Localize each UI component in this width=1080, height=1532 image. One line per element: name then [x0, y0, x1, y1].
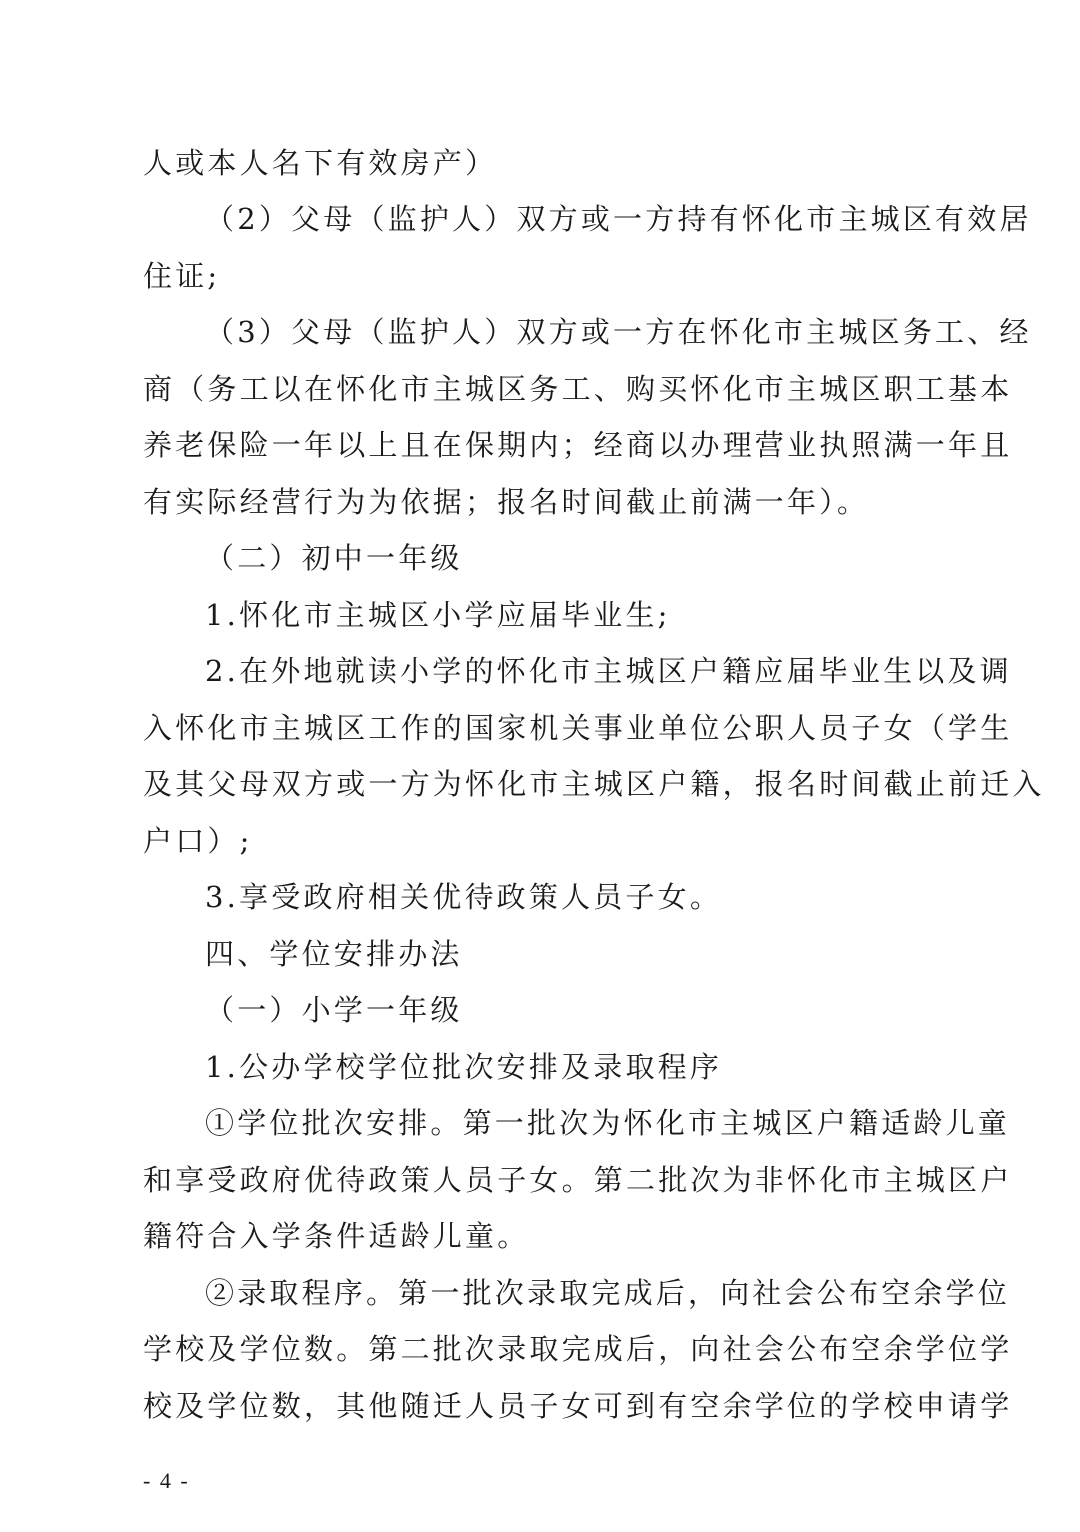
text-line-6: 养老保险一年以上且在保期内；经商以办理营业执照满一年且 [143, 428, 1013, 462]
text-line-1: 人或本人名下有效房产） [143, 146, 498, 180]
section-heading-4: 四、学位安排办法 [205, 937, 463, 971]
text-line-17: 1.公办学校学位批次安排及录取程序 [205, 1050, 723, 1084]
text-line-18: ①学位批次安排。第一批次为怀化市主城区户籍适龄儿童 [205, 1106, 1011, 1140]
text-line-9: 1.怀化市主城区小学应届毕业生; [205, 598, 671, 632]
section-heading-primary: （一）小学一年级 [205, 993, 463, 1027]
text-line-21: ②录取程序。第一批次录取完成后，向社会公布空余学位 [205, 1276, 1011, 1310]
section-heading-junior: （二）初中一年级 [205, 541, 463, 575]
text-line-2: （2）父母（监护人）双方或一方持有怀化市主城区有效居 [205, 202, 1032, 236]
text-line-4: （3）父母（监护人）双方或一方在怀化市主城区务工、经 [205, 315, 1032, 349]
text-line-7: 有实际经营行为为依据；报名时间截止前满一年）。 [143, 485, 870, 519]
text-line-20: 籍符合入学条件适龄儿童。 [143, 1219, 530, 1253]
text-line-23: 校及学位数，其他随迁人员子女可到有空余学位的学校申请学 [143, 1389, 1013, 1423]
text-line-11: 入怀化市主城区工作的国家机关事业单位公职人员子女（学生 [143, 711, 1013, 745]
text-line-14: 3.享受政府相关优待政策人员子女。 [205, 880, 723, 914]
text-line-19: 和享受政府优待政策人员子女。第二批次为非怀化市主城区户 [143, 1163, 1013, 1197]
text-line-3: 住证; [143, 259, 221, 293]
text-line-5: 商（务工以在怀化市主城区务工、购买怀化市主城区职工基本 [143, 372, 1013, 406]
text-line-22: 学校及学位数。第二批次录取完成后，向社会公布空余学位学 [143, 1332, 1013, 1366]
text-line-13: 户口）; [143, 824, 253, 858]
text-line-12: 及其父母双方或一方为怀化市主城区户籍，报名时间截止前迁入 [143, 767, 1045, 801]
text-line-10: 2.在外地就读小学的怀化市主城区户籍应届毕业生以及调 [205, 654, 1012, 688]
page-number: - 4 - [143, 1468, 190, 1493]
